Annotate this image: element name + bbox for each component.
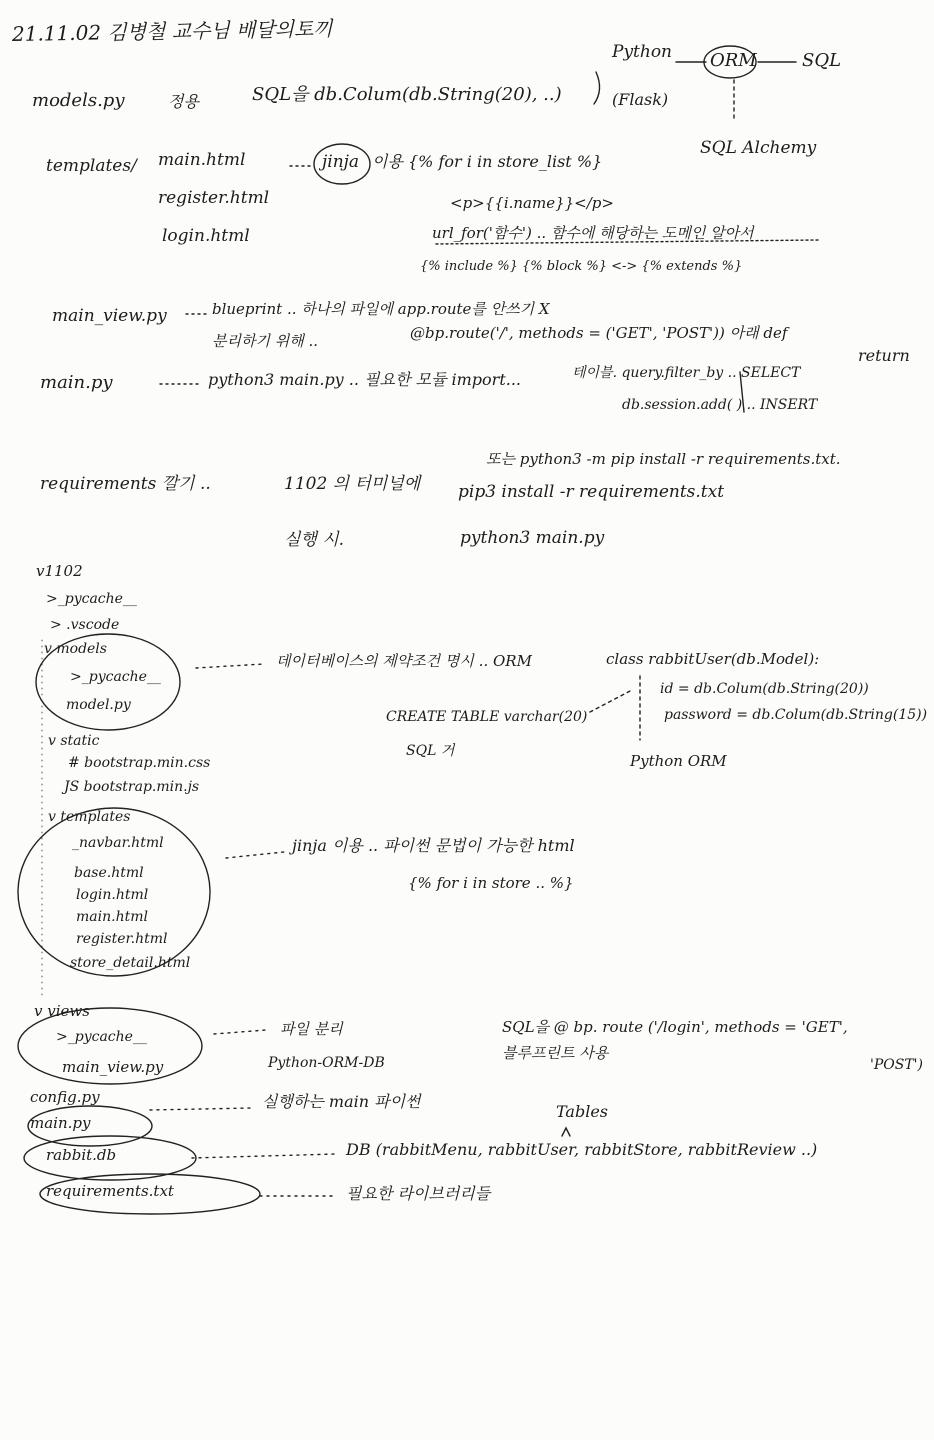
tree-root: v1102 <box>36 562 83 580</box>
tree-item-templates: v templates <box>48 809 131 825</box>
tree-item-views-pycache: >_pycache__ <box>56 1029 147 1045</box>
models-bracket <box>594 72 600 104</box>
models-note-sql: SQL 거 <box>406 743 455 759</box>
diagram-sql-alchemy: SQL Alchemy <box>700 138 817 158</box>
diagram-python: Python <box>612 42 673 62</box>
orm-select: 테이블. query.filter_by .. SELECT <box>572 365 801 381</box>
url-for-note: url_for('함수') .. 함수에 해당하는 도메인 알아서 <box>432 224 754 242</box>
templates-connector <box>226 852 284 858</box>
tree-item-rabbit-db: rabbit.db <box>46 1146 117 1164</box>
models-note-desc: 데이터베이스의 제약조건 명시 .. ORM <box>276 652 532 670</box>
tree-item-vscode: > .vscode <box>50 617 120 633</box>
tree-item-models: v models <box>44 641 107 657</box>
jinja-word: jinja <box>322 152 360 172</box>
models-kr: 정용 <box>168 92 199 111</box>
tree-item-main-view: main_view.py <box>62 1058 164 1076</box>
db-note-tables: Tables <box>556 1102 609 1121</box>
views-connector <box>214 1030 266 1034</box>
mainview-label: main_view.py <box>52 306 167 326</box>
requirements-cmd1: pip3 install -r requirements.txt <box>458 482 725 502</box>
tree-item-requirements: requirements.txt <box>46 1182 174 1200</box>
tree-item-login: login.html <box>76 887 149 903</box>
views-note-post: 'POST') <box>870 1057 923 1073</box>
create-arrow <box>590 690 632 712</box>
requirements-alt: 또는 python3 -m pip install -r requirements.txt. <box>486 450 841 468</box>
mainview-line2a: 분리하기 위해 .. <box>212 332 319 350</box>
requirements-terminal: 1102 의 터미널에 <box>284 474 421 494</box>
page-title: 21.11.02 김병철 교수님 배달의토끼 <box>11 16 333 46</box>
templates-note-2: {% for i in store .. %} <box>408 874 574 892</box>
include-block-note: {% include %} {% block %} <-> {% extends %} <box>420 259 743 274</box>
db-connector <box>192 1154 336 1158</box>
mainpy-line1: python3 main.py .. 필요한 모듈 import... <box>208 370 522 389</box>
models-desc: SQL을 db.Colum(db.String(20), ..) <box>252 84 562 105</box>
views-note-blueprint: 블루프린트 사용 <box>502 1044 609 1062</box>
tree-item-store-detail: store_detail.html <box>70 955 191 971</box>
tree-item-static: v static <box>48 733 100 749</box>
mainview-line2b: @bp.route('/', methods = ('GET', 'POST')) 아래 def <box>410 324 788 342</box>
tree-item-pycache-root: >_pycache__ <box>46 591 137 607</box>
tree-item-navbar: _navbar.html <box>72 835 164 851</box>
templates-file-register: register.html <box>158 188 270 208</box>
templates-label: templates/ <box>46 156 137 176</box>
diagram-sql: SQL <box>802 50 842 71</box>
models-connector <box>196 664 264 668</box>
tree-item-models-pycache: >_pycache__ <box>70 669 161 685</box>
diagram-orm: ORM <box>710 50 757 71</box>
mainpy-label: main.py <box>40 372 113 393</box>
mainview-return: return <box>858 346 910 365</box>
views-note-orm: Python-ORM-DB <box>268 1055 385 1071</box>
main-note: 실행하는 main 파이썬 <box>262 1092 421 1111</box>
p-tag-example: <p>{{i.name}}</p> <box>450 194 614 212</box>
diagram-flask: (Flask) <box>612 90 669 109</box>
tree-item-main-py: main.py <box>30 1114 91 1132</box>
orm-insert: db.session.add( ) .. INSERT <box>622 397 818 413</box>
views-note-split: 파일 분리 <box>280 1020 343 1038</box>
tree-item-register: register.html <box>76 931 168 947</box>
tree-item-config: config.py <box>30 1088 100 1106</box>
templates-file-login: login.html <box>162 226 250 246</box>
db-note: DB (rabbitMenu, rabbitUser, rabbitStore, rabbitReview ..) <box>346 1140 818 1159</box>
tree-item-bootstrap-js: JS bootstrap.min.js <box>64 779 200 795</box>
templates-note-1: jinja 이용 .. 파이썬 문법이 가능한 html <box>292 836 575 855</box>
main-connector <box>150 1108 252 1110</box>
models-label: models.py <box>32 90 125 111</box>
requirements-label: requirements 깔기 .. <box>40 474 211 494</box>
requirements-run: 실행 시. <box>284 530 345 550</box>
req-note: 필요한 라이브러리들 <box>346 1184 491 1203</box>
requirements-cmd2: python3 main.py <box>460 528 605 548</box>
views-note-route: SQL을 @ bp. route ('/login', methods = 'GET', <box>502 1018 848 1036</box>
tree-item-main-html: main.html <box>76 909 148 925</box>
tree-item-views: v views <box>34 1002 90 1020</box>
models-note-class: class rabbitUser(db.Model): <box>606 650 820 668</box>
models-note-python-orm: Python ORM <box>630 752 727 770</box>
db-caret <box>562 1128 570 1136</box>
templates-file-main: main.html <box>158 150 246 170</box>
tree-item-model-py: model.py <box>66 697 131 713</box>
models-note-create: CREATE TABLE varchar(20) <box>386 709 588 725</box>
tree-item-bootstrap-css: # bootstrap.min.css <box>68 755 211 771</box>
models-note-password: password = db.Colum(db.String(15)) <box>664 707 928 723</box>
tree-item-base: base.html <box>74 865 144 881</box>
models-note-id: id = db.Colum(db.String(20)) <box>660 681 869 697</box>
jinja-desc: 이용 {% for i in store_list %} <box>372 152 603 171</box>
mainview-line1: blueprint .. 하나의 파일에 app.route를 안쓰기 X <box>212 300 550 318</box>
